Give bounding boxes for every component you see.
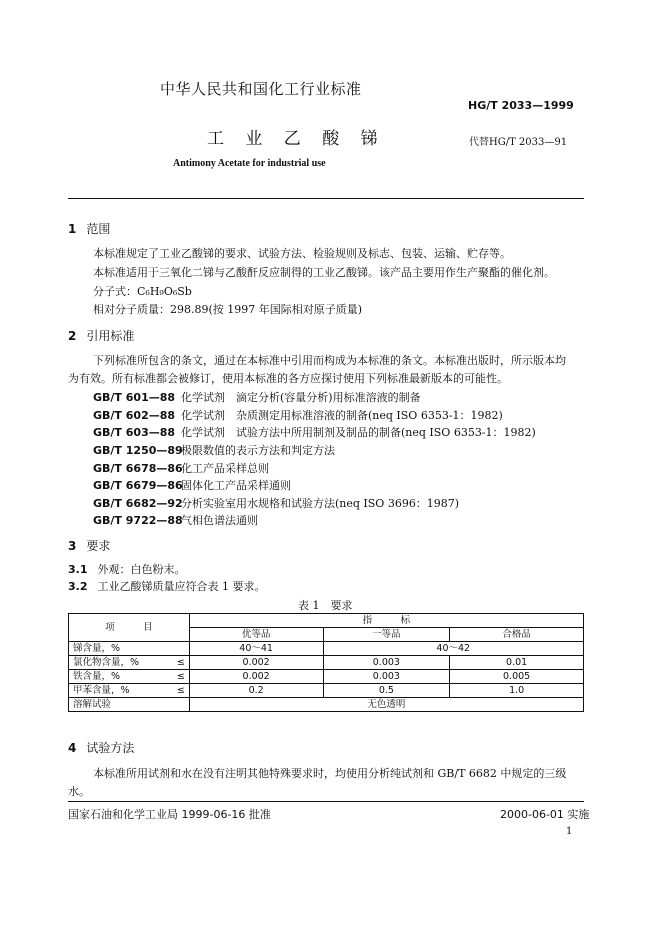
reference-title: 分析实验室用水规格和试验方法(neq ISO 3696：1987) (181, 497, 460, 510)
reference-code: GB/T 9722—88 (93, 514, 183, 527)
page-number: 1 (566, 826, 573, 837)
subsection-text: 外观：白色粉末。 (97, 563, 186, 576)
grade-first: 一等品 (323, 628, 450, 642)
document-title: 工 业 乙 酸 锑 (207, 129, 386, 149)
approval-line: 国家石油和化学工业局 1999-06-16 批准 (68, 808, 271, 821)
row-label: 溶解试验 (69, 698, 190, 712)
footer-divider (68, 801, 584, 802)
reference-item (93, 424, 536, 440)
requirements-table (68, 613, 584, 712)
header-index: 指 标 (189, 614, 583, 628)
effective-date: 2000-06-01 实施 (500, 808, 590, 821)
cell-value: 0.01 (450, 656, 584, 670)
reference-code: GB/T 6682—92 (93, 497, 183, 510)
reference-item (93, 407, 503, 423)
reference-item (93, 512, 258, 528)
reference-title: 气相色谱法通则 (181, 514, 258, 527)
cell-value: 1.0 (450, 684, 584, 698)
reference-title: 化工产品采样总则 (181, 462, 269, 475)
reference-title: 化学试剂 杂质测定用标准溶液的制备(neq ISO 6353-1：1982) (181, 409, 503, 422)
reference-title: 化学试剂 试验方法中所用制剂及制品的制备(neq ISO 6353-1：1982) (181, 426, 536, 439)
english-title: Antimony Acetate for industrial use (173, 158, 326, 169)
subsection-3-2 (68, 578, 266, 594)
section-number: 3 (68, 539, 77, 553)
section-title: 范围 (86, 222, 111, 236)
molecular-formula: 分子式：C₆H₉O₆Sb (93, 285, 192, 298)
reference-code: GB/T 1250—89 (93, 444, 183, 457)
subsection-text: 工业乙酸锑质量应符合表 1 要求。 (97, 580, 266, 593)
cell-value: 40～42 (323, 642, 584, 656)
reference-title: 化学试剂 滴定分析(容量分析)用标准溶液的制备 (181, 391, 421, 404)
section-title: 要求 (86, 539, 111, 553)
row-label: 氯化物含量，% ≤ (69, 656, 190, 670)
section-number: 1 (68, 222, 77, 236)
section-number: 4 (68, 741, 77, 755)
section-1-heading (68, 220, 110, 237)
row-label: 锑含量，% (69, 642, 190, 656)
molecular-mass: 相对分子质量：298.89(按 1997 年国际相对原子质量) (93, 303, 363, 316)
paragraph: 本标准所用试剂和水在没有注明其他特殊要求时，均使用分析纯试剂和 GB/T 6682 中规定的三级 (93, 767, 567, 780)
le-symbol: ≤ (176, 671, 185, 682)
reference-item (93, 495, 459, 511)
table-row (69, 684, 584, 698)
section-2-heading (68, 327, 134, 344)
issuing-body: 中华人民共和国化工行业标准 (160, 80, 362, 98)
le-symbol: ≤ (176, 657, 185, 668)
reference-item (93, 389, 421, 405)
subsection-number: 3.2 (68, 580, 88, 593)
le-symbol: ≤ (176, 685, 185, 696)
paragraph: 为有效。所有标准都会被修订，使用本标准的各方应探讨使用下列标准最新版本的可能性。 (68, 372, 508, 385)
subsection-number: 3.1 (68, 563, 88, 576)
reference-item (93, 477, 291, 493)
paragraph: 本标准适用于三氧化二锑与乙酸酐反应制得的工业乙酸锑。该产品主要用作生产聚酯的催化剂。 (93, 266, 555, 279)
section-3-heading (68, 537, 110, 554)
table-header-row (69, 614, 584, 628)
paragraph: 本标准规定了工业乙酸锑的要求、试验方法、检验规则及标志、包装、运输、贮存等。 (93, 247, 511, 260)
header-divider (68, 198, 584, 199)
row-label: 铁含量，% ≤ (69, 670, 190, 684)
reference-code: GB/T 6678—86 (93, 462, 183, 475)
section-title: 试验方法 (86, 741, 135, 755)
cell-value: 无色透明 (189, 698, 583, 712)
table-row (69, 698, 584, 712)
grade-qualified: 合格品 (450, 628, 584, 642)
cell-value: 0.5 (323, 684, 450, 698)
subsection-3-1 (68, 561, 186, 577)
section-number: 2 (68, 329, 77, 343)
reference-item (93, 442, 335, 458)
header-item: 项 目 (69, 614, 190, 642)
reference-code: GB/T 601—88 (93, 391, 176, 404)
cell-value: 0.002 (189, 656, 323, 670)
row-label: 甲苯含量，% ≤ (69, 684, 190, 698)
table-row (69, 670, 584, 684)
reference-code: GB/T 602—88 (93, 409, 176, 422)
cell-value: 0.2 (189, 684, 323, 698)
cell-value: 0.005 (450, 670, 584, 684)
paragraph: 水。 (68, 785, 90, 798)
reference-code: GB/T 603—88 (93, 426, 176, 439)
section-4-heading (68, 739, 134, 756)
cell-value: 0.002 (189, 670, 323, 684)
replaces-note: 代替HG/T 2033—91 (469, 137, 568, 148)
reference-title: 极限数值的表示方法和判定方法 (181, 444, 335, 457)
reference-item (93, 460, 269, 476)
cell-value: 0.003 (323, 670, 450, 684)
reference-title: 固体化工产品采样通则 (181, 479, 291, 492)
grade-superior: 优等品 (189, 628, 323, 642)
cell-value: 40～41 (189, 642, 323, 656)
cell-value: 0.003 (323, 656, 450, 670)
reference-code: GB/T 6679—86 (93, 479, 183, 492)
standard-code: HG/T 2033—1999 (468, 99, 574, 112)
table-caption: 表 1 要求 (298, 599, 353, 612)
section-title: 引用标准 (86, 329, 135, 343)
paragraph: 下列标准所包含的条文，通过在本标准中引用而构成为本标准的条文。本标准出版时，所示版本均 (93, 354, 566, 367)
table-row (69, 656, 584, 670)
table-row (69, 642, 584, 656)
